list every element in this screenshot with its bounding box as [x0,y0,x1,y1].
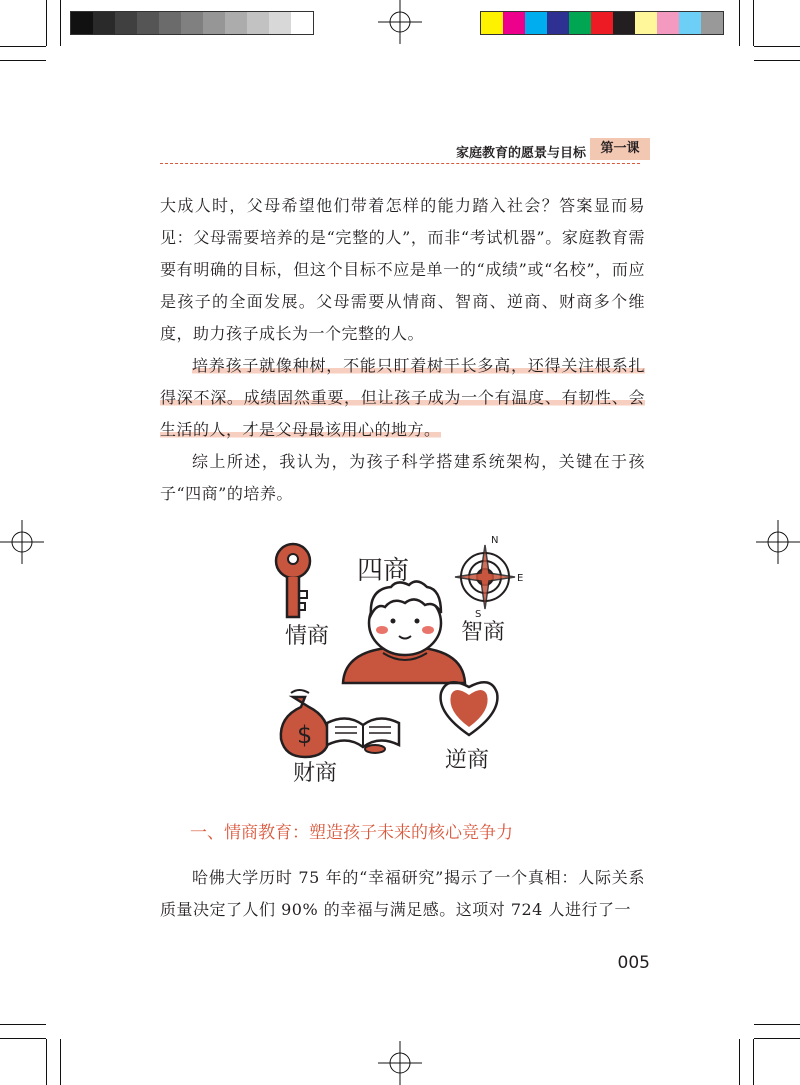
dollar-sign: $ [297,721,313,749]
highlighted-paragraph [160,350,645,446]
paragraph: 大成人时，父母希望他们带着怎样的能力踏入社会？答案显而易见：父母需要培养的是“完整的人”，而非“考试机器”。家庭教育需要有明确的目标，但这个目标不应是单一的“成绩”或“名校”，而应是孩子的全面发展。父母需要从情商、智商、逆商、财商多个维度，助力孩子成长为一个完整的人。 [160,196,645,343]
registration-mark-icon [756,520,800,564]
crop-mark [753,0,754,46]
color-swatch [71,12,93,34]
color-swatch [247,12,269,34]
header-divider [160,163,640,164]
four-quotients-illustration [265,535,545,790]
compass-icon [455,545,515,609]
child-face-icon [343,581,465,683]
color-calibration-bar [480,11,724,35]
crop-mark [46,1039,47,1085]
section-heading: 一、情商教育：塑造孩子未来的核心竞争力 [190,823,513,843]
body-text [160,190,645,510]
gray-calibration-bar [70,11,314,35]
compass-letter-e: E [517,573,524,584]
color-swatch [137,12,159,34]
color-swatch [225,12,247,34]
color-swatch [503,12,525,34]
compass-letter-n: N [491,535,499,546]
color-swatch [115,12,137,34]
color-swatch [93,12,115,34]
color-swatch [569,12,591,34]
compass-letter-s: S [475,609,482,620]
color-swatch [481,12,503,34]
color-swatch [591,12,613,34]
crop-mark [60,0,61,46]
crop-mark [739,0,740,46]
paragraph: 哈佛大学历时 75 年的“幸福研究”揭示了一个真相：人际关系质量决定了人们 90% 的幸福与满足感。这项对 724 人进行了一 [160,868,645,919]
crop-mark [754,46,800,47]
body-text-continued [160,862,645,926]
crop-mark [739,1039,740,1085]
page-number: 005 [617,953,650,973]
registration-mark-icon [0,520,44,564]
crop-mark [46,0,47,46]
color-swatch [701,12,723,34]
crop-mark [60,1039,61,1085]
crop-mark [0,1038,46,1039]
aq-label: 逆商 [445,748,490,773]
iq-label: 智商 [461,620,506,645]
running-header [0,136,800,166]
fq-label: 财商 [293,761,338,786]
crop-mark [0,46,46,47]
key-icon [276,544,310,617]
color-swatch [269,12,291,34]
highlight: 培养孩子就像种树，不能只盯着树干长多高，还得关注根系扎得深不深。成绩固然重要，但让孩子成为一个有温度、有韧性、会生活的人，才是父母最该用心的地方。 [160,356,645,439]
color-swatch [635,12,657,34]
color-swatch [525,12,547,34]
color-swatch [181,12,203,34]
color-swatch [657,12,679,34]
registration-mark-icon [378,0,422,44]
color-swatch [679,12,701,34]
crop-mark [754,1024,800,1025]
color-swatch [291,12,313,34]
color-swatch [159,12,181,34]
four-quotients-title: 四商 [357,556,410,586]
crop-mark [0,60,46,61]
lesson-tag: 第一课 [590,138,650,160]
color-swatch [613,12,635,34]
paragraph: 综上所述，我认为，为孩子科学搭建系统架构，关键在于孩子“四商”的培养。 [160,452,645,503]
crop-mark [0,1024,46,1025]
header-title: 家庭教育的愿景与目标 [455,146,586,161]
crop-mark [754,60,800,61]
crop-mark [754,1038,800,1039]
registration-mark-icon [378,1041,422,1085]
book-icon [327,718,399,753]
crop-mark [753,1039,754,1085]
heart-icon [441,682,498,735]
eq-label: 情商 [285,624,330,649]
color-swatch [203,12,225,34]
color-swatch [547,12,569,34]
